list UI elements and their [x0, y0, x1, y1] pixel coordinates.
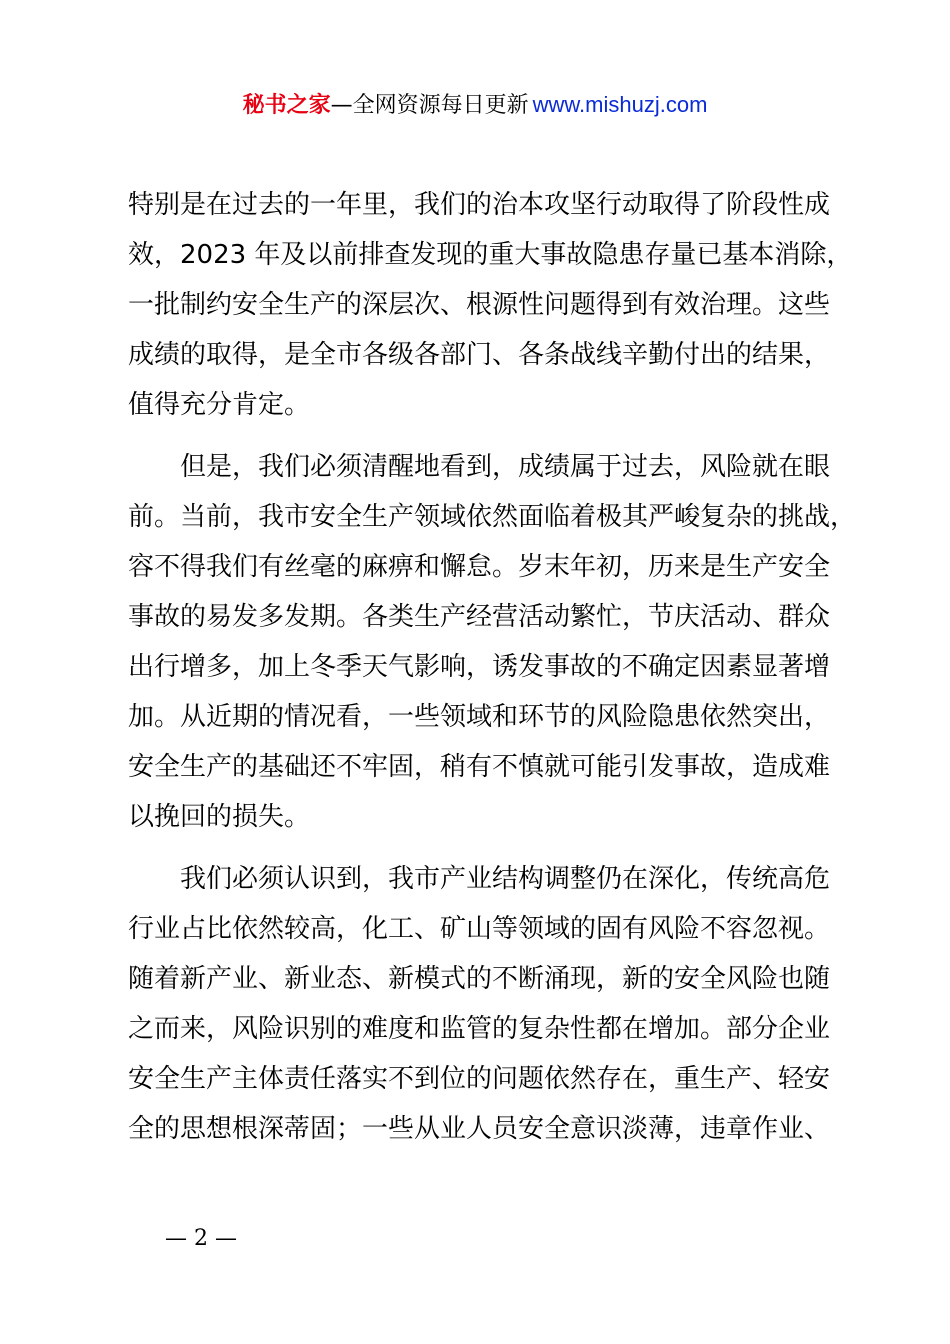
text-line: 安全生产主体责任落实不到位的问题依然存在，重生产、轻安: [128, 1064, 831, 1094]
text-line: 之而来，风险识别的难度和监管的复杂性都在增加。部分企业: [128, 1014, 831, 1044]
text-line: 一批制约安全生产的深层次、根源性问题得到有效治理。这些: [128, 290, 831, 320]
text-line: 出行增多，加上冬季天气影响，诱发事故的不确定因素显著增: [128, 652, 831, 682]
text-line: 效，2023 年及以前排查发现的重大事故隐患存量已基本消除，: [128, 240, 853, 270]
text-line: 安全生产的基础还不牢固，稍有不慎就可能引发事故，造成难: [128, 752, 831, 782]
document-body: [128, 180, 857, 1154]
paragraph-spacer: [128, 430, 828, 442]
text-line: 全的思想根深蒂固；一些从业人员安全意识淡薄，违章作业、: [128, 1114, 831, 1144]
text-line: 以挽回的损失。: [128, 802, 311, 832]
text-line: 前。当前，我市安全生产领域依然面临着极其严峻复杂的挑战，: [128, 502, 857, 532]
paragraph: [128, 180, 853, 430]
text-line: 值得充分肯定。: [128, 390, 311, 420]
text-line: 事故的易发多发期。各类生产经营活动繁忙，节庆活动、群众: [128, 602, 831, 632]
website-url[interactable]: www.mishuzj.com: [532, 92, 708, 117]
text-line: 我们必须认识到，我市产业结构调整仍在深化，传统高危: [128, 864, 831, 894]
text-line: 加。从近期的情况看，一些领域和环节的风险隐患依然突出，: [128, 702, 831, 732]
text-line: 容不得我们有丝毫的麻痹和懈怠。岁末年初，历来是生产安全: [128, 552, 831, 582]
header-tagline: —全网资源每日更新: [330, 93, 529, 118]
paragraph: [128, 854, 831, 1154]
text-line: 但是，我们必须清醒地看到，成绩属于过去，风险就在眼: [128, 452, 831, 482]
page-number: — 2 —: [165, 1226, 237, 1251]
text-line: 随着新产业、新业态、新模式的不断涌现，新的安全风险也随: [128, 964, 831, 994]
text-line: 成绩的取得，是全市各级各部门、各条战线辛勤付出的结果，: [128, 340, 831, 370]
text-line: 特别是在过去的一年里，我们的治本攻坚行动取得了阶段性成: [128, 190, 831, 220]
page-header: [0, 90, 950, 121]
paragraph-spacer: [128, 842, 828, 854]
brand-name: 秘书之家: [242, 93, 331, 118]
text-line: 行业占比依然较高，化工、矿山等领域的固有风险不容忽视。: [128, 914, 831, 944]
paragraph: [128, 442, 857, 842]
